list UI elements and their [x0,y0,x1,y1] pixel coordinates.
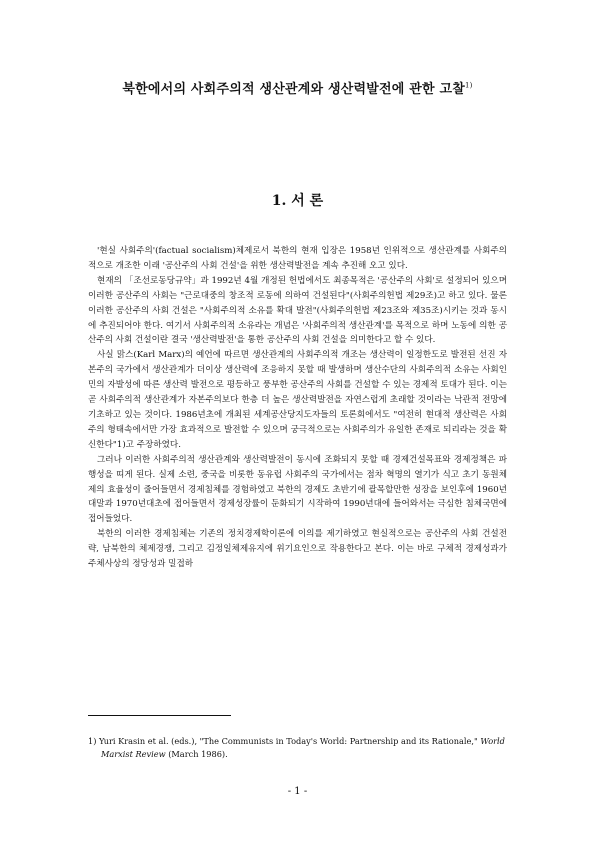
paragraph-1: '현실 사회주의'(factual socialism)체제로서 북한의 현재 입장은 1958년 인위적으로 생산관계를 사회주의적으로 개조한 이래 '공산주의 사회 건설'을 위한 생산력발전을 계속 추진해 오고 있다. [88,246,507,271]
paragraph-2: 현재의 「조선로동당규약」과 1992년 4월 개정된 헌법에서도 최종목적은 '공산주의 사회'로 설정되어 있으며 이러한 공산주의 사회는 "근로대중의 창조적 로동에 의하여 건설된다"(사회주의헌법 제29조)고 하고 있다. 물론 이러한 공산주의 사회 건설은 "사회주의적 소유를 확대 발전"(사회주의헌법 제23조와 제35조)시키는 것과 동시에 추진되어야 한다. 여기서 사회주의적 소유라는 개념은 '사회주의적 생산관계'를 목적으로 하며 노동에 의한 공산주의 사회 건설이란 결국 '생산력발전'을 통한 공산주의 사회 건설을 의미한다고 할 수 있다. [88,275,507,346]
footnote-text: Yuri Krasin et al. (eds.), "The Communists in Today's World: Partnership and its Rationale," [99,736,478,746]
paragraph-4: 그러나 이러한 사회주의적 생산관계와 생산력발전이 동시에 조화되지 못할 때 경제건설목표와 경제정책은 파행성을 띠게 된다. 실제 소련, 중국을 비롯한 동유럽 사회주의 국가에서는 점차 혁명의 열기가 식고 초기 동원체제의 효율성이 줄어들면서 경제침체를 경험하였고 북한의 경제도 초반기에 괄목할만한 성장을 보인후에 1960년대말과 1970년대초에 접어들면서 경제성장률이 둔화되기 시작하여 1990년대에 들어와서는 극심한 침체국면에 접어들었다. [88,454,507,525]
page-number: - 1 - [287,786,308,797]
footnote-divider [88,715,231,716]
paragraph-5: 북한의 이러한 경제침체는 기존의 정치경제학이론에 이의를 제기하였고 현실적으로는 공산주의 사회 건설전략, 남북한의 체제경쟁, 그리고 김정일체제유지에 위기요인으로 작용한다고 본다. 이는 바로 구체적 경제성과가 주체사상의 정당성과 밀접하 [88,529,507,570]
footnote-1 [88,735,507,761]
footnote-marker: 1) [88,736,97,746]
paragraph-3: 사실 맑스(Karl Marx)의 예언에 따르면 생산관계의 사회주의적 개조는 생산력이 일정한도로 발전된 선진 자본주의 국가에서 생산관계가 더이상 생산력에 조응하지 못할 때 발생하며 생산수단의 사회주의적 소유는 사회인민의 자발성에 따른 생산력 발전으로 평등하고 풍부한 공산주의 사회를 건설할 수 있는 경제적 토대가 된다. 이는 곧 사회주의적 생산관계가 자본주의보다 한층 더 높은 생산력발전을 자연스럽게 초래할 것이라는 낙관적 전망에 기초하고 있는 것이다. 1986년초에 개최된 세계공산당지도자들의 토론회에서도 "여전히 현대적 생산력은 사회주의 형태속에서만 가장 효과적으로 발전할 수 있으며 궁극적으로는 사회주의가 유일한 존재로 되리라는 것을 확신한다"1)고 주장하였다. [88,350,507,450]
document-title [60,78,535,97]
footnote-journal: World Marxist Review [101,736,505,759]
title-footnote-ref[interactable]: 1) [465,81,473,90]
section-heading: 1. 서 론 [271,193,324,209]
document-title-text: 북한에서의 사회주의적 생산관계와 생산력발전에 관한 고찰 [122,82,465,97]
footnote-date: (March 1986). [168,749,228,759]
body-text [88,244,507,572]
